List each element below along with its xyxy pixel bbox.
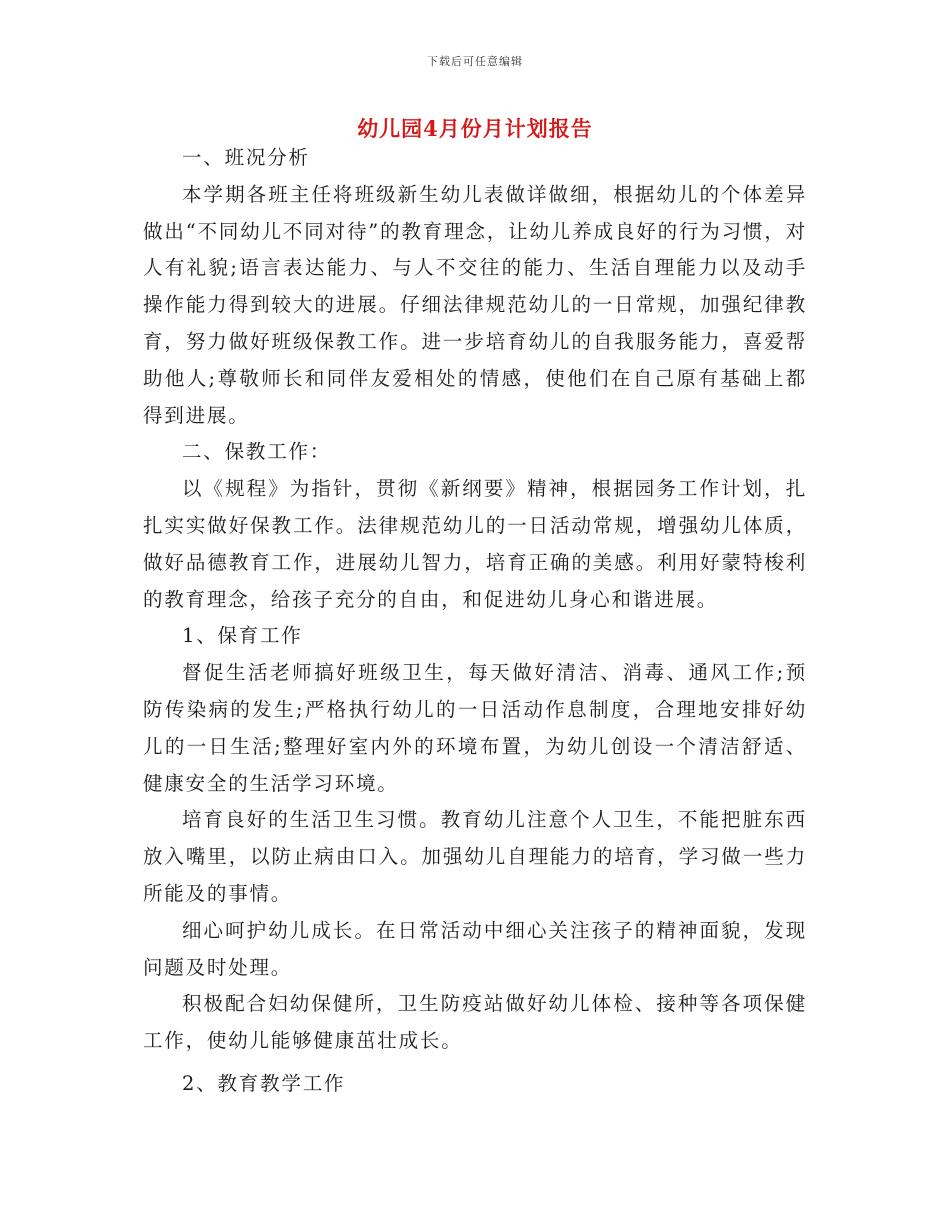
subheading-nursing-work: 1、保育工作: [182, 624, 303, 648]
document-title: 幼儿园4月份月计划报告: [357, 116, 593, 141]
paragraph-class-analysis: 本学期各班主任将班级新生幼儿表做详做细，根据幼儿的个体差异做出“不同幼儿不同对待”的教育理念，让幼儿养成良好的行为习惯，对人有礼貌;语言表达能力、与人不交往的能力、生活自理能力以及动手操作能力得到较大的进展。仔细法律规范幼儿的一日常规，加强纪律教育，努力做好班级保教工作。进一步培育幼儿的自我服务能力，喜爱帮助他人;尊敬师长和同伴友爱相处的情感，使他们在自己原有基础上都得到进展。: [143, 182, 807, 427]
header-note: 下载后可任意编辑: [427, 55, 523, 68]
paragraph-living-habits: 培育良好的生活卫生习惯。教育幼儿注意个人卫生，不能把脏东西放入嘴里，以防止病由口入。加强幼儿自理能力的培育，学习做一些力所能及的事情。: [143, 808, 807, 905]
section-heading-class-analysis: 一、班况分析: [182, 146, 310, 169]
document-body: [143, 140, 807, 1103]
paragraph-nursing-hygiene: 督促生活老师搞好班级卫生，每天做好清洁、消毒、通风工作;预防传染病的发生;严格执行幼儿的一日活动作息制度，合理地安排好幼儿的一日生活;整理好室内外的环境布置，为幼儿创设一个清洁舒适、健康安全的生活学习环境。: [143, 661, 807, 795]
paragraph-health-checkup: 积极配合妇幼保健所，卫生防疫站做好幼儿体检、接种等各项保健工作，使幼儿能够健康茁壮成长。: [143, 992, 807, 1053]
paragraph-care-education: 以《规程》为指针，贯彻《新纲要》精神，根据园务工作计划，扎扎实实做好保教工作。法律规范幼儿的一日活动常规，增强幼儿体质，做好品德教育工作，进展幼儿智力，培育正确的美感。利用好蒙特梭利的教育理念，给孩子充分的自由，和促进幼儿身心和谐进展。: [143, 477, 807, 611]
paragraph-care-growth: 细心呵护幼儿成长。在日常活动中细心关注孩子的精神面貌，发现问题及时处理。: [143, 918, 807, 979]
section-heading-care-education: 二、保教工作：: [182, 440, 332, 464]
subheading-teaching-work: 2、教育教学工作: [182, 1071, 346, 1095]
